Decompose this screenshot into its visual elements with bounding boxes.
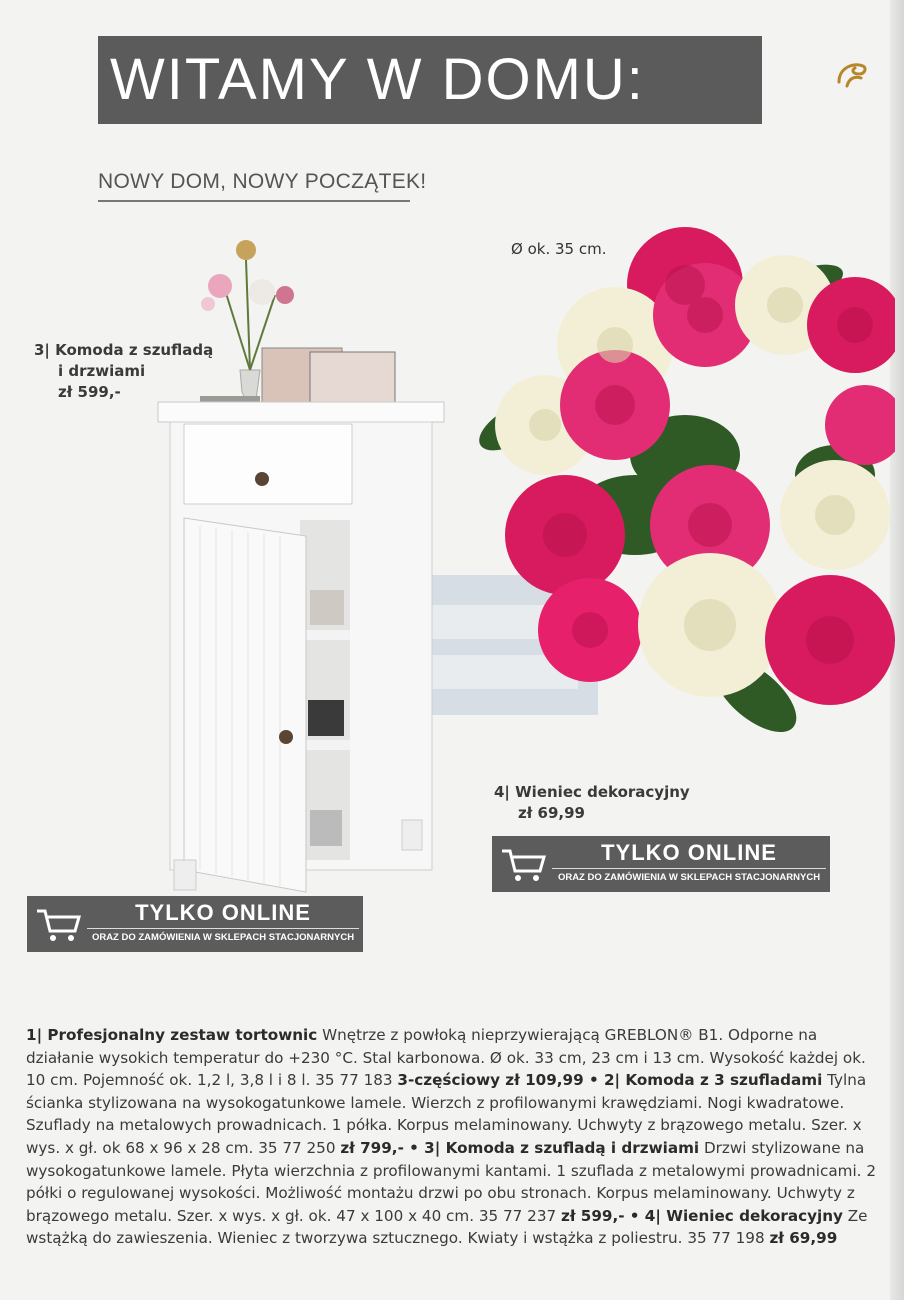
product-description [26,1024,876,1250]
desc-item1-text: Wnętrze z powłoką nieprzywierającą GREBLON® B1. Odporne na działanie wysokich temperatur do +230 °C. Stal karbonowa. Ø ok. 33 cm, 23 cm i 13 cm. Wysokość każdej ok. 10 cm. Pojemność ok. 1,2 l, 3,8 l i 8 l. 35 77 183 [26,1026,866,1090]
cabinet-label-line1: 3| Komoda z szufladą [34,341,214,359]
online-badge-subtitle: ORAZ DO ZAMÓWIENIA W SKLEPACH STACJONARNYCH [91,932,355,943]
wreath-diameter: Ø ok. 35 cm. [511,240,607,258]
online-badge-wreath [492,836,830,892]
brand-logo-icon [833,56,869,92]
shopping-cart-icon [35,905,83,945]
desc-item1-price: 3-częściowy zł 109,99 • 2| Komoda z 3 szufladami [397,1071,823,1090]
desc-item4-text: Ze wstążką do zawieszenia. Wieniec z tworzywa sztucznego. Kwiaty i wstążka z poliestru. 35 77 198 [26,1206,868,1248]
online-badge-title: TYLKO ONLINE [552,840,826,869]
page-title: WITAMY W DOMU: [98,36,762,124]
wreath-label [494,782,690,824]
desc-item3-price: zł 599,- • 4| Wieniec dekoracyjny [560,1206,843,1225]
desc-item2-text: Tylna ścianka stylizowana na wysokogatunkowe lamele. Wierzch z profilowanymi krawędziami. Nogi kwadratowe. Szuflady na metalowych prowadnicach. 1 półka. Korpus melaminowany. Uchwyty z brązowego metalu. Szer. x wys. x gł. ok 68 x 96 x 28 cm. 35 77 250 [26,1071,867,1157]
page-subtitle: NOWY DOM, NOWY POCZĄTEK! [98,170,410,202]
online-badge-cabinet [27,896,363,952]
desc-item2-price: zł 799,- • 3| Komoda z szufladą i drzwiami [340,1138,700,1157]
wreath-product-image [455,225,895,795]
wreath-price: zł 69,99 [518,804,585,822]
online-badge-title: TYLKO ONLINE [87,900,359,929]
desc-item4-price: zł 69,99 [769,1229,838,1248]
desc-item3-text: Drzwi stylizowane na wysokogatunkowe lamele. Płyta wierzchnia z profilowanymi kantami. 1 szuflada z metalowymi prowadnicami. 2 półki o regulowanej wysokości. Możliwość montażu drzwi po obu stronach. Korpus melaminowany. Uchwyty z brązowego metalu. Szer. x wys. x gł. ok. 47 x 100 x 40 cm. 35 77 237 [26,1138,876,1225]
cabinet-label-line2: i drzwiami [58,362,146,380]
wreath-label-text: 4| Wieniec dekoracyjny [494,783,690,801]
online-badge-subtitle: ORAZ DO ZAMÓWIENIA W SKLEPACH STACJONARNYCH [557,872,821,883]
cabinet-price: zł 599,- [58,383,121,401]
cabinet-product-image [150,220,450,910]
shopping-cart-icon [500,845,548,885]
desc-item1-title: 1| Profesjonalny zestaw tortownic [26,1026,318,1044]
